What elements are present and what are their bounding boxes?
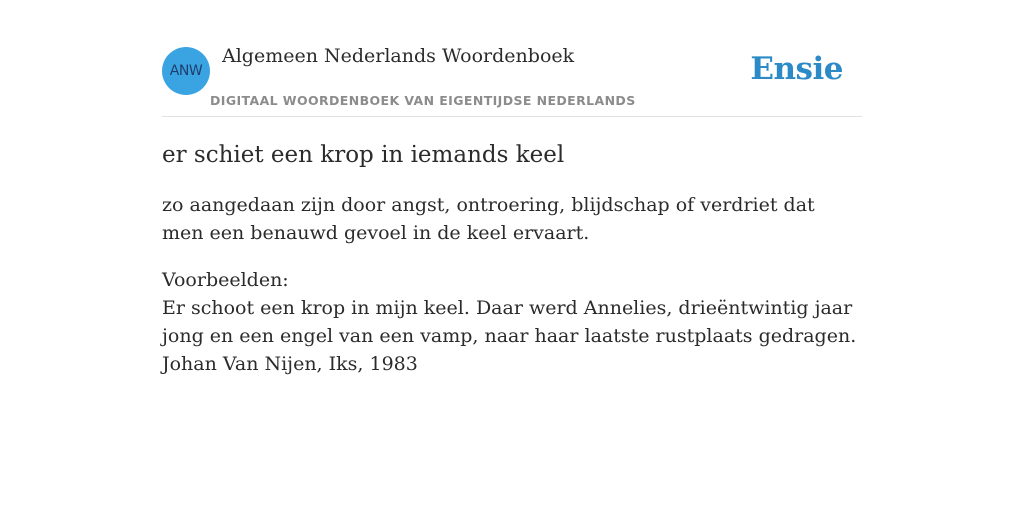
site-header	[162, 40, 862, 117]
site-subtitle: DIGITAAL WOORDENBOEK VAN EIGENTIJDSE NEDERLANDS	[210, 93, 636, 108]
anw-logo[interactable]	[162, 47, 210, 95]
examples-section	[162, 266, 862, 378]
examples-label: Voorbeelden:	[162, 269, 289, 291]
site-title[interactable]: Algemeen Nederlands Woordenboek	[222, 45, 575, 67]
ensie-brand-link[interactable]: Ensie	[750, 51, 843, 87]
entry-definition: zo aangedaan zijn door angst, ontroering, blijdschap of verdriet dat men een benauwd gevoel in de keel ervaart.	[162, 194, 815, 244]
example-text: Er schoot een krop in mijn keel. Daar werd Annelies, drieëntwintig jaar jong en een engel van een vamp, naar haar laatste rustplaats gedragen.	[162, 297, 857, 347]
entry-content	[162, 140, 862, 378]
entry-term: er schiet een krop in iemands keel	[162, 142, 565, 168]
example-source: Johan Van Nijen, Iks, 1983	[162, 353, 418, 375]
logo-text: ANW	[169, 63, 203, 79]
